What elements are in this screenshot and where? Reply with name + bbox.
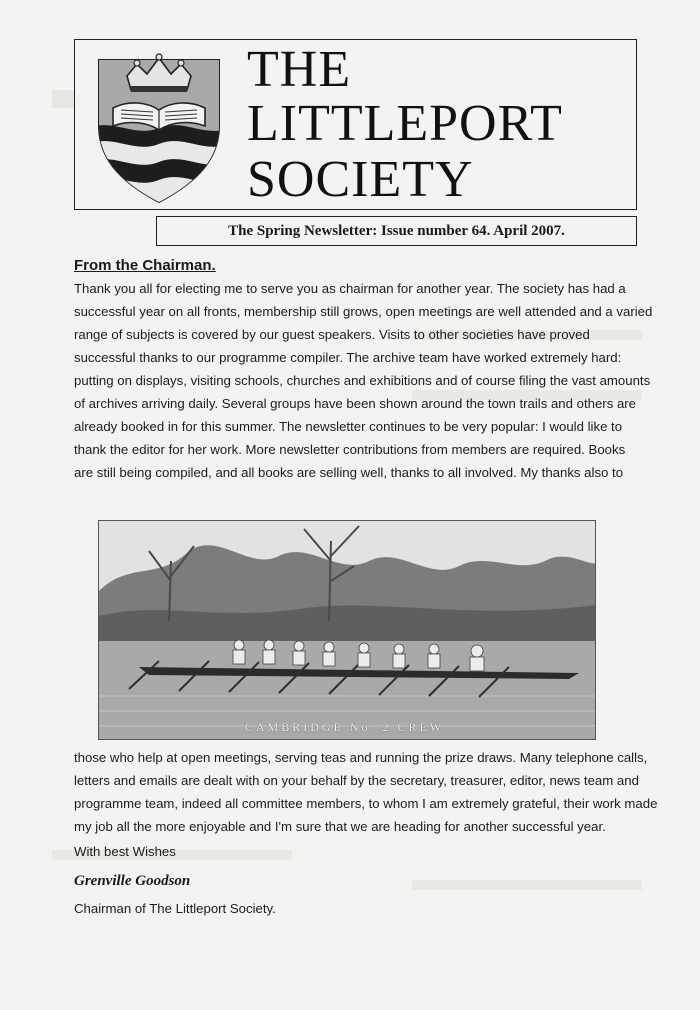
- article-heading: From the Chairman.: [74, 257, 216, 274]
- body-line: thank the editor for her work. More newsletter contributions from members are required. Books: [74, 442, 626, 457]
- issue-line: The Spring Newsletter: Issue number 64. April 2007.: [156, 216, 637, 246]
- society-crest-icon: [89, 46, 229, 206]
- body-line: are still being compiled, and all books are selling well, thanks to all involved. My thanks also to: [74, 465, 624, 480]
- title-line-3: SOCIETY: [247, 151, 474, 208]
- body-line: my job all the more enjoyable and I'm sure that we are heading for another successful year.: [74, 819, 606, 834]
- sign-off: Chairman of The Littleport Society.: [74, 901, 276, 916]
- body-line: Thank you all for electing me to serve you as chairman for another year. The society has had a: [74, 281, 626, 296]
- body-line: already booked in for this summer. The newsletter continues to be very popular: I would like to: [74, 419, 623, 434]
- photo-caption: CAMBRIDGE No. 2 CREW.: [244, 720, 450, 734]
- body-line: putting on displays, visiting schools, churches and exhibitions and of course filing the vast amounts: [74, 373, 651, 388]
- body-line: successful year on all fronts, membership still grows, open meetings are well attended and a varied: [74, 304, 653, 319]
- title-line-1: THE: [247, 41, 352, 98]
- title-line-2: LITTLEPORT: [247, 95, 563, 152]
- rowing-crew-illustration: [99, 521, 596, 740]
- masthead: [74, 39, 637, 210]
- body-line: programme team, indeed all committee members, to whom I am extremely grateful, their work made: [74, 796, 658, 811]
- body-line: successful thanks to our programme compiler. The archive team have worked extremely hard:: [74, 350, 622, 365]
- rowing-crew-photo: [98, 520, 596, 740]
- body-line: letters and emails are dealt with on your behalf by the secretary, treasurer, editor, news team and: [74, 773, 639, 788]
- body-line: range of subjects is covered by our guest speakers. Visits to other societies have proved: [74, 327, 590, 342]
- signature: Grenville Goodson: [74, 873, 191, 889]
- body-line: of archives arriving daily. Several groups have been shown around the town trails and others are: [74, 396, 637, 411]
- closing-greeting: With best Wishes: [74, 844, 176, 859]
- body-line: those who help at open meetings, serving teas and running the prize draws. Many telephone calls,: [74, 750, 648, 765]
